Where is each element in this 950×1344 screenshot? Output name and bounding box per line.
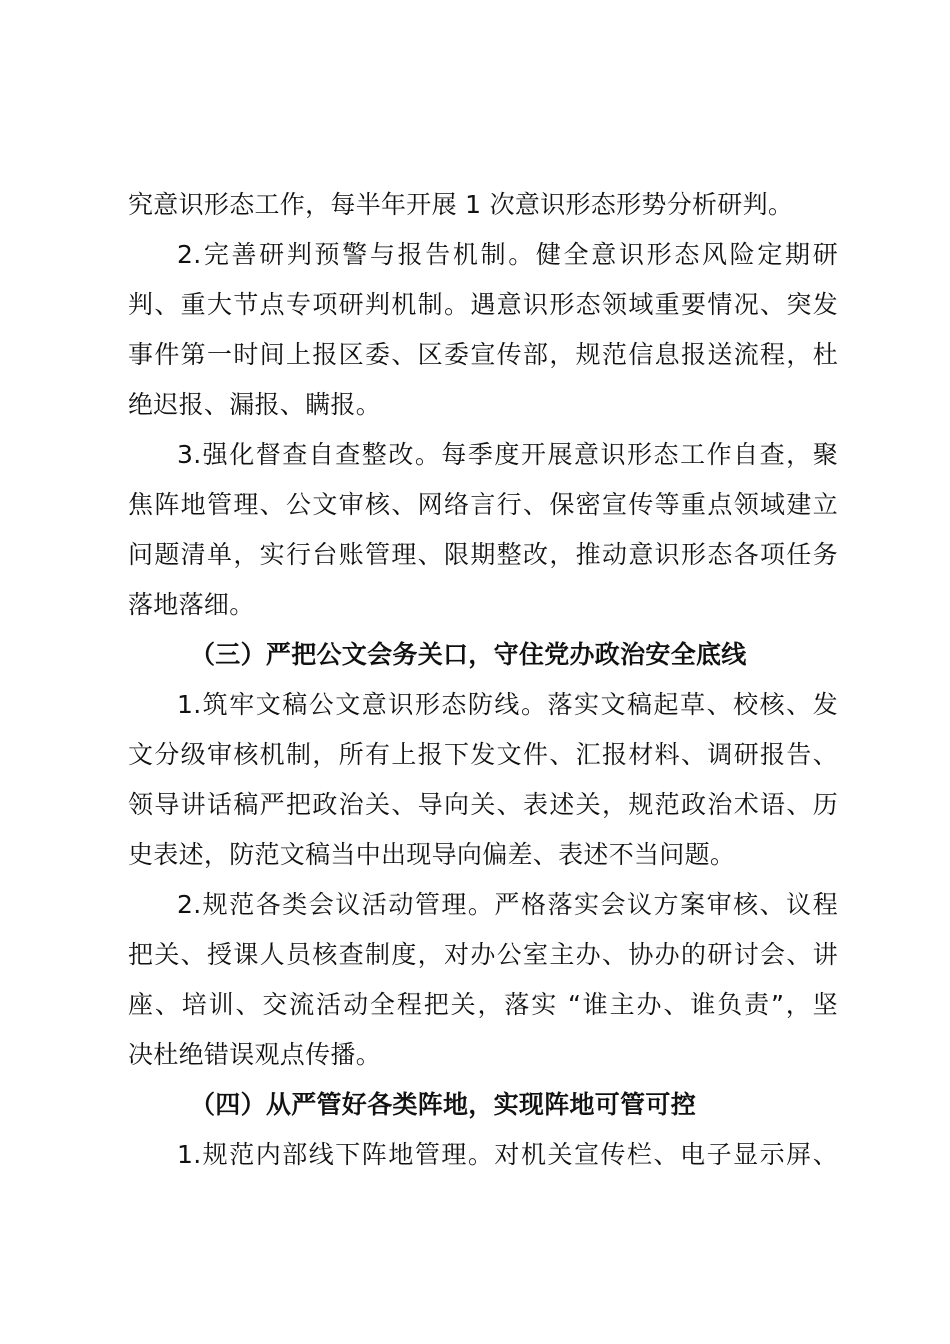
body-text-line: 落地落细。: [128, 590, 255, 619]
body-text-line: 究意识形态工作，每半年开展 1 次意识形态形势分析研判。: [128, 190, 794, 219]
body-text-line: 史表述，防范文稿当中出现导向偏差、表述不当问题。: [128, 840, 736, 869]
body-text-line: 事件第一时间上报区委、区委宣传部，规范信息报送流程，杜: [128, 340, 838, 369]
body-text-line: 把关、授课人员核查制度，对办公室主办、协办的研讨会、讲: [128, 940, 838, 969]
body-text-line: 决杜绝错误观点传播。: [128, 1040, 382, 1069]
body-text-line: 座、培训、交流活动全程把关，落实 “谁主办、谁负责”，坚: [128, 990, 838, 1019]
body-text-line: 焦阵地管理、公文审核、网络言行、保密宣传等重点领域建立: [128, 490, 838, 519]
body-text-line: 判、重大节点专项研判机制。遇意识形态领域重要情况、突发: [128, 290, 838, 319]
body-text-line: 1.规范内部线下阵地管理。对机关宣传栏、电子显示屏、: [177, 1140, 838, 1169]
body-text-line: 文分级审核机制，所有上报下发文件、汇报材料、调研报告、: [128, 740, 838, 769]
body-text-line: 2.完善研判预警与报告机制。健全意识形态风险定期研: [177, 240, 838, 269]
body-text-line: 问题清单，实行台账管理、限期整改，推动意识形态各项任务: [128, 540, 838, 569]
body-text-line: 1.筑牢文稿公文意识形态防线。落实文稿起草、校核、发: [177, 690, 838, 719]
section-heading: （四）从严管好各类阵地，实现阵地可管可控: [190, 1090, 697, 1119]
body-text-line: 3.强化督查自查整改。每季度开展意识形态工作自查，聚: [177, 440, 838, 469]
body-text-line: 2.规范各类会议活动管理。严格落实会议方案审核、议程: [177, 890, 838, 919]
section-heading: （三）严把公文会务关口，守住党办政治安全底线: [190, 640, 747, 669]
body-text-line: 领导讲话稿严把政治关、导向关、表述关，规范政治术语、历: [128, 790, 838, 819]
body-text-line: 绝迟报、漏报、瞒报。: [128, 390, 382, 419]
